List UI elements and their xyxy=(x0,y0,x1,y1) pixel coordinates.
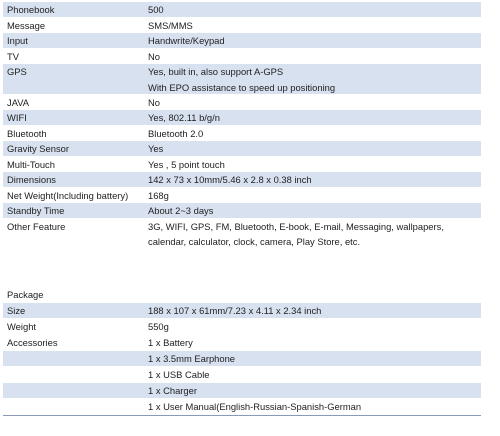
spec-row xyxy=(3,126,481,142)
spec-value-line: Handwrite/Keypad xyxy=(148,35,225,46)
spec-value-line: With EPO assistance to speed up positioning xyxy=(148,81,336,93)
spec-value-line: No xyxy=(148,50,160,62)
spec-value xyxy=(148,188,478,204)
spec-label: Size xyxy=(7,305,26,316)
accessories-label: Accessories xyxy=(7,337,58,348)
spec-row xyxy=(3,188,481,204)
spec-label: GPS xyxy=(7,66,27,77)
spec-value xyxy=(148,49,478,65)
spec-label: Package xyxy=(7,289,44,300)
spec-value xyxy=(148,64,478,95)
spec-label: Message xyxy=(7,19,46,31)
spec-label: Bluetooth xyxy=(7,127,47,139)
spec-value xyxy=(148,303,478,319)
spec-label: TV xyxy=(7,50,19,62)
spec-value-line: SMS/MMS xyxy=(148,19,193,31)
spec-label: JAVA xyxy=(7,96,30,108)
spec-value-line: Bluetooth 2.0 xyxy=(148,127,204,139)
spec-value-line: 188 x 107 x 61mm/7.23 x 4.11 x 2.34 inch xyxy=(148,305,322,316)
spec-value-line: 550g xyxy=(148,321,169,332)
spec-value-line: 500 xyxy=(148,4,164,15)
spec-value-line: Yes, 802.11 b/g/n xyxy=(148,112,220,123)
accessory-item: 1 x Charger xyxy=(148,385,197,396)
spec-value xyxy=(148,219,478,250)
accessory-item: 1 x Battery xyxy=(148,337,193,348)
spec-value-line: 142 x 73 x 10mm/5.46 x 2.8 x 0.38 inch xyxy=(148,174,312,185)
accessory-row xyxy=(3,383,481,399)
accessory-row xyxy=(3,399,481,415)
spec-row xyxy=(3,157,481,173)
spec-row xyxy=(3,49,481,65)
spec-label: Gravity Sensor xyxy=(7,143,69,154)
table-bottom-rule xyxy=(3,415,481,416)
spec-value-line: calendar, calculator, clock, camera, Play Store, etc. xyxy=(148,236,361,247)
spec-value xyxy=(148,157,478,173)
spec-value xyxy=(148,18,478,34)
spec-label: Input xyxy=(7,35,28,46)
package-row xyxy=(3,303,481,319)
package-row xyxy=(3,319,481,335)
spec-row xyxy=(3,95,481,111)
accessory-item: 1 x User Manual(English-Russian-Spanish-German xyxy=(148,401,362,412)
spec-row xyxy=(3,203,481,219)
spec-row xyxy=(3,64,481,95)
spec-label: Multi-Touch xyxy=(7,158,55,170)
spec-value-line: 168g xyxy=(148,189,169,201)
accessory-row xyxy=(3,367,481,383)
spec-label: Standby Time xyxy=(7,205,65,216)
spec-value xyxy=(148,126,478,142)
package-heading-row xyxy=(3,287,481,303)
spec-value xyxy=(148,172,478,188)
spec-value-line: Yes, built in, also support A-GPS xyxy=(148,66,284,77)
spec-label: Weight xyxy=(7,321,37,332)
spec-value xyxy=(148,95,478,111)
spec-value xyxy=(148,203,478,219)
spec-value-line: Yes , 5 point touch xyxy=(148,158,225,170)
spec-row xyxy=(3,172,481,188)
spec-row xyxy=(3,219,481,296)
spec-row xyxy=(3,110,481,126)
spec-value xyxy=(148,141,478,157)
spec-label: Dimensions xyxy=(7,174,56,185)
spec-value xyxy=(148,319,478,335)
spec-value-line: 3G, WIFI, GPS, FM, Bluetooth, E-book, E-mail, Messaging, wallpapers, xyxy=(148,220,444,232)
spec-value-line: Yes xyxy=(148,143,164,154)
spec-value-line: No xyxy=(148,96,160,108)
spec-value xyxy=(148,2,478,18)
spec-label: Other Feature xyxy=(7,220,66,232)
accessory-row xyxy=(3,335,481,351)
accessory-row xyxy=(3,351,481,367)
spec-value xyxy=(148,110,478,126)
accessory-item: 1 x USB Cable xyxy=(148,369,210,380)
spec-label: Net Weight(Including battery) xyxy=(7,189,129,201)
spec-label: Phonebook xyxy=(7,4,55,15)
spec-value-line: About 2~3 days xyxy=(148,205,214,216)
spec-value xyxy=(148,33,478,49)
spec-row xyxy=(3,18,481,34)
spec-row xyxy=(3,33,481,49)
spec-row xyxy=(3,2,481,18)
accessory-item: 1 x 3.5mm Earphone xyxy=(148,353,236,364)
spec-row xyxy=(3,141,481,157)
spec-label: WIFI xyxy=(7,112,27,123)
